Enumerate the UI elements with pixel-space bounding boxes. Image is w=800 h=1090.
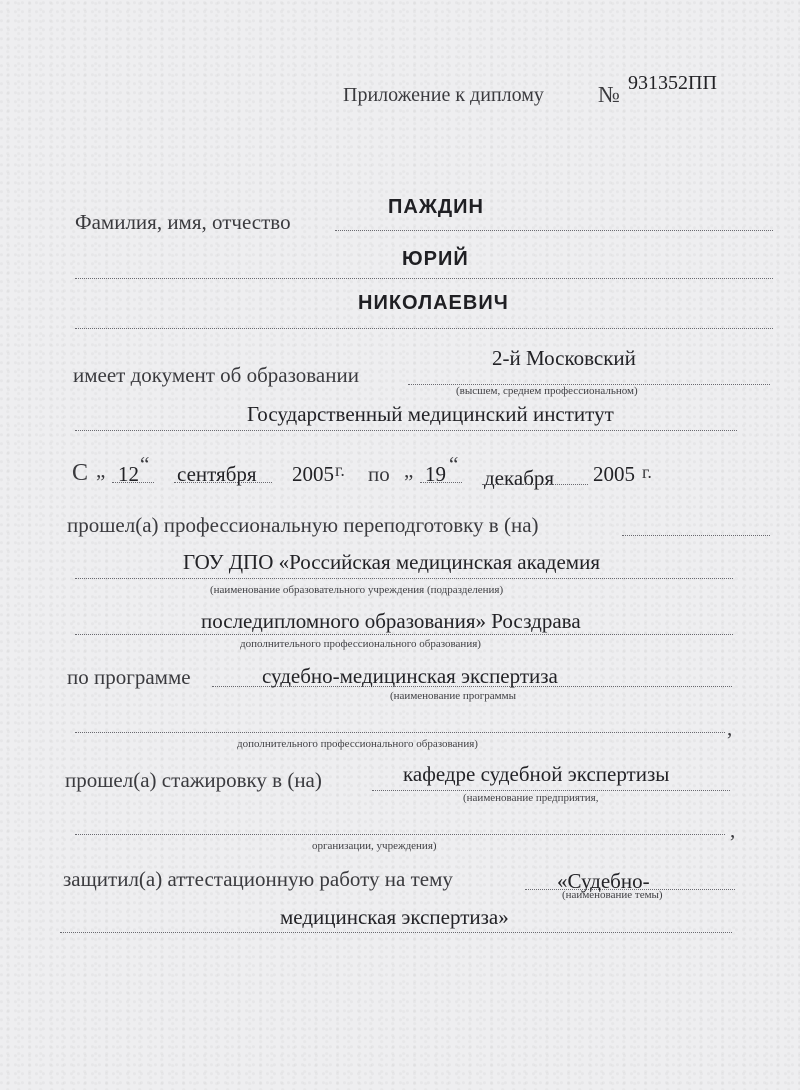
period-from-prefix: С xyxy=(72,460,89,486)
period-to-month: декабря xyxy=(484,466,555,490)
program-hint1: (наименование программы xyxy=(390,690,516,702)
period-from-month-dotted xyxy=(174,482,272,483)
education-hint: (высшем, среднем профессиональном) xyxy=(456,385,638,397)
surname-value: ПАЖДИН xyxy=(388,196,484,218)
education-dotted-line-2 xyxy=(75,430,737,431)
period-to-quote-close: “ xyxy=(449,452,459,476)
retraining-institution-dotted-2 xyxy=(75,634,733,635)
program-value: судебно-медицинская экспертиза xyxy=(262,664,558,688)
retraining-label: прошел(а) профессиональную переподготовку в (на) xyxy=(67,513,539,537)
thesis-hint: (наименование темы) xyxy=(562,889,663,901)
education-label: имеет документ об образовании xyxy=(73,363,359,387)
diploma-number: 931352ПП xyxy=(628,72,717,94)
internship-label: прошел(а) стажировку в (на) xyxy=(65,768,322,792)
retraining-hint1: (наименование образовательного учреждения (подразделения) xyxy=(210,584,504,596)
thesis-value-line1: «Судебно- xyxy=(557,869,650,893)
given-name-dotted-line xyxy=(75,278,773,279)
supplement-label: Приложение к диплому xyxy=(343,84,544,106)
retraining-hint2: дополнительного профессионального образования) xyxy=(240,638,481,650)
internship-hint2: организации, учреждения) xyxy=(312,840,437,852)
period-from-year-suffix: г. xyxy=(335,460,345,480)
patronymic-value: НИКОЛАЕВИЧ xyxy=(358,292,509,314)
program-dotted-line-2 xyxy=(75,732,725,733)
period-from-day-dotted xyxy=(112,482,154,483)
internship-trailing-comma: , xyxy=(730,818,736,842)
period-to-quote-open: „ xyxy=(404,458,414,482)
period-from-year: 2005 xyxy=(292,462,334,486)
education-value-line1: 2-й Московский xyxy=(492,346,636,370)
retraining-institution-line1: ГОУ ДПО «Российская медицинская академия xyxy=(183,550,600,574)
period-to-prefix: по xyxy=(368,462,390,486)
period-to-year: 2005 xyxy=(593,462,635,486)
period-from-quote-open: „ xyxy=(96,458,106,482)
internship-dotted-line xyxy=(372,790,730,791)
full-name-label: Фамилия, имя, отчество xyxy=(75,210,291,234)
period-from-quote-close: “ xyxy=(140,452,150,476)
period-to-month-dotted xyxy=(482,484,588,485)
given-name-value: ЮРИЙ xyxy=(402,248,469,270)
program-hint2: дополнительного профессионального образования) xyxy=(237,738,478,750)
period-from-month: сентября xyxy=(177,462,257,486)
period-from-day: 12 xyxy=(118,462,139,486)
period-to-day: 19 xyxy=(425,462,446,486)
internship-value: кафедре судебной экспертизы xyxy=(403,762,670,786)
internship-dotted-line-2 xyxy=(75,834,725,835)
thesis-value-line2: медицинская экспертиза» xyxy=(280,905,509,929)
program-label: по программе xyxy=(67,665,191,689)
period-to-day-dotted xyxy=(420,482,462,483)
retraining-institution-line2: последипломного образования» Росздрава xyxy=(201,609,581,633)
thesis-dotted-line-2 xyxy=(60,932,732,933)
retraining-institution-dotted-1 xyxy=(75,578,733,579)
education-value-line2: Государственный медицинский институт xyxy=(247,402,614,426)
thesis-label: защитил(а) аттестационную работу на тему xyxy=(63,867,453,891)
period-to-year-suffix: г. xyxy=(642,462,652,482)
number-sign: № xyxy=(598,82,620,107)
program-trailing-comma: , xyxy=(727,716,733,740)
internship-hint1: (наименование предприятия, xyxy=(463,792,599,804)
patronymic-dotted-line xyxy=(75,328,773,329)
name-dotted-line xyxy=(335,230,773,231)
retraining-dotted-line xyxy=(622,535,770,536)
